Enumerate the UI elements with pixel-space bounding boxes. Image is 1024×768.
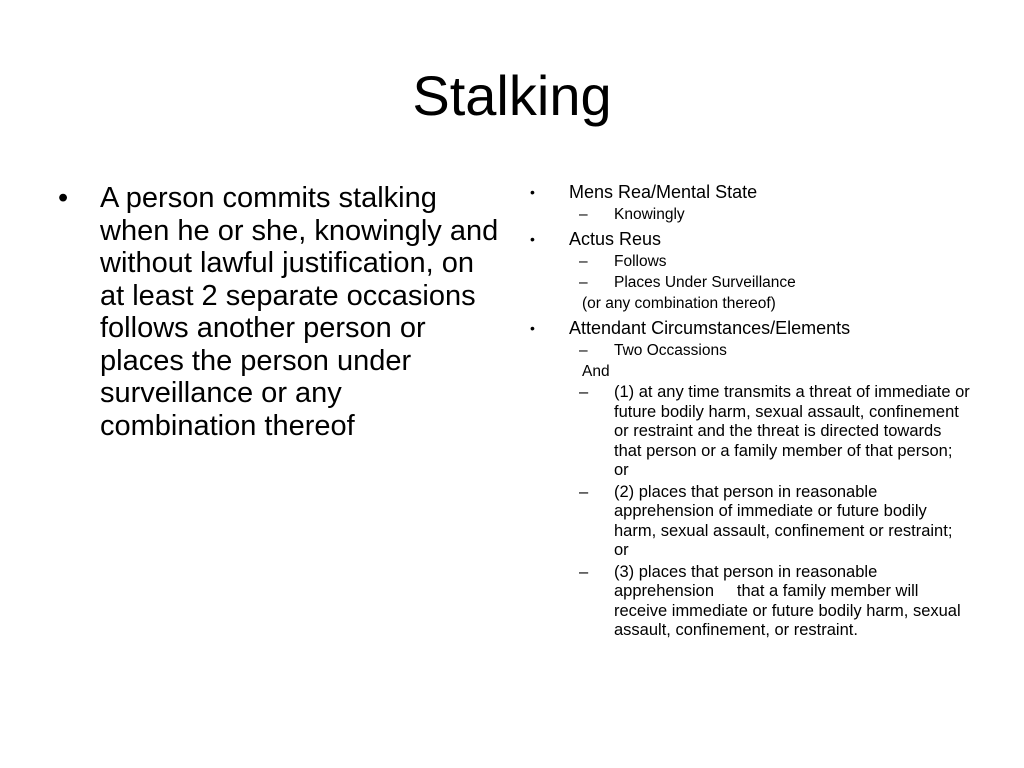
mens-rea-item-text: Knowingly xyxy=(614,206,685,223)
mens-rea-bullet xyxy=(530,182,970,203)
attendant-bullet xyxy=(530,318,970,339)
condition-text: (1) at any time transmits a threat of immediate or future bodily harm, sexual assault, confinement or restraint and the threat is directed towards that person or a family member of that person; or xyxy=(614,383,970,479)
bullet-icon: • xyxy=(530,320,535,336)
dash-icon: – xyxy=(579,482,589,501)
attendant-note: And xyxy=(582,363,610,380)
condition-text: (3) places that person in reasonable apprehension that a family member will receive immediate or future bodily harm, sexual assault, confinement, or restraint. xyxy=(614,562,961,639)
bullet-icon: • xyxy=(58,182,69,214)
condition-item xyxy=(579,563,970,641)
actus-reus-item-text: Follows xyxy=(614,253,667,270)
definition-column xyxy=(58,182,503,442)
bullet-icon: • xyxy=(530,231,535,247)
dash-icon: – xyxy=(579,562,589,581)
elements-column xyxy=(530,182,970,641)
definition-bullet xyxy=(58,182,503,442)
definition-text: A person commits stalking when he or she, knowingly and without lawful justification, on at least 2 separate occasions follows another person or places the person under surveillance or any combination thereof xyxy=(100,182,499,442)
mens-rea-item xyxy=(579,205,970,224)
slide-title: Stalking xyxy=(412,64,612,127)
dash-icon: – xyxy=(579,383,589,401)
actus-reus-label: Actus Reus xyxy=(569,229,662,249)
mens-rea-label: Mens Rea/Mental State xyxy=(569,182,758,202)
actus-reus-note: (or any combination thereof) xyxy=(582,295,776,312)
condition-item xyxy=(579,383,970,481)
actus-reus-bullet xyxy=(530,229,970,250)
actus-reus-item xyxy=(579,273,970,292)
attendant-item-text: Two Occassions xyxy=(614,342,727,359)
actus-reus-item xyxy=(579,252,970,271)
bullet-icon: • xyxy=(530,184,535,200)
dash-icon: – xyxy=(579,206,588,223)
condition-item xyxy=(579,483,970,561)
attendant-label: Attendant Circumstances/Elements xyxy=(569,318,851,338)
dash-icon: – xyxy=(579,274,588,291)
condition-text: (2) places that person in reasonable apprehension of immediate or future bodily harm, sexual assault, confinement or restraint; or xyxy=(614,482,953,559)
dash-icon: – xyxy=(579,342,588,359)
dash-icon: – xyxy=(579,253,588,270)
attendant-item xyxy=(579,341,970,360)
actus-reus-item-text: Places Under Surveillance xyxy=(614,274,796,291)
